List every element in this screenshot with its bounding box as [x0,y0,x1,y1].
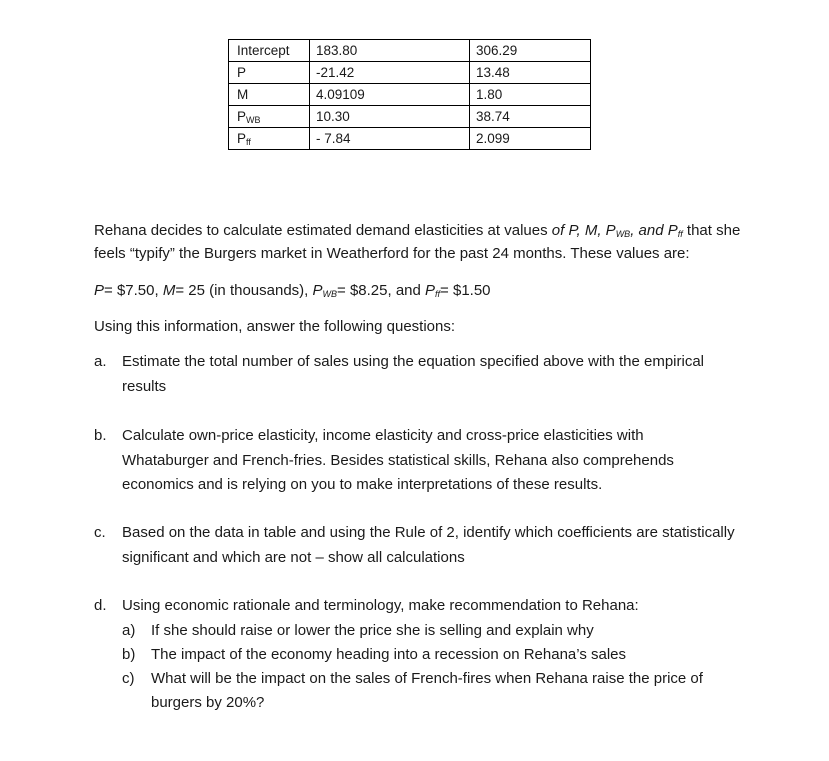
question-line: burgers by 20%? [151,694,265,711]
question-line: Using economic rationale and terminology, make recommendation to Rehana: [122,597,639,614]
question-line: What will be the impact on the sales of French-fires when Rehana raise the price of [151,670,703,687]
intro-line-2: feels “typify” the Burgers market in Weatherford for the past 24 months. These values are: [94,245,690,262]
list-marker: a. [94,353,107,370]
question-line: Whataburger and French-fries. Besides statistical skills, Rehana also comprehends [122,451,674,469]
list-marker: c. [94,524,106,541]
t-stat-cell: 2.099 [470,128,591,150]
question-line: economics and is relying on you to make interpretations of these results. [122,476,603,493]
coefficient-cell: 4.09109 [310,84,470,106]
question-line: The impact of the economy heading into a recession on Rehana’s sales [151,646,627,663]
list-marker: c) [122,670,135,687]
t-stat-cell: 13.48 [470,62,591,84]
row-label: M [229,84,310,106]
row-label: $P_{ff}$ [229,128,310,150]
t-stat-cell: 38.74 [470,106,591,128]
row-label: Intercept [229,40,310,62]
table-row [229,106,591,128]
regression-table [228,39,591,150]
list-marker: b. [94,427,107,444]
table-row [229,128,591,150]
row-label: P [229,62,310,84]
list-marker: a) [122,622,136,639]
t-stat-cell: 1.80 [470,84,591,106]
question-line: Calculate own-price elasticity, income elasticity and cross-price elasticities with [122,427,644,444]
table-row [229,62,591,84]
coefficient-cell: 183.80 [310,40,470,62]
coefficient-cell: -21.42 [310,62,470,84]
t-stat-cell: 306.29 [470,40,591,62]
table-row [229,40,591,62]
coefficient-cell: - 7.84 [310,128,470,150]
question-line: significant and which are not – show all calculations [122,548,465,566]
question-line: Estimate the total number of sales using the equation specified above with the empirical [122,353,704,370]
intro-line-1: Rehana decides to calculate estimated demand elasticities at values of P, M, $P_{WB}$, and $P_{ff}$ that she [94,222,741,239]
coefficient-cell: 10.30 [310,106,470,128]
list-marker: b) [122,646,136,663]
question-line: Based on the data in table and using the Rule of 2, identify which coefficients are statistically [122,524,735,541]
instruction-text: Using this information, answer the following questions: [94,318,456,335]
table-row [229,84,591,106]
question-line: results [122,377,167,395]
row-label: $P_{WB}$ [229,106,310,128]
values-line: P= $7.50, M= 25 (in thousands), $P_{WB}=$ $8.25, and $P_{ff}=$ $1.50 [94,282,491,299]
question-line: If she should raise or lower the price she is selling and explain why [151,622,594,639]
list-marker: d. [94,597,107,614]
